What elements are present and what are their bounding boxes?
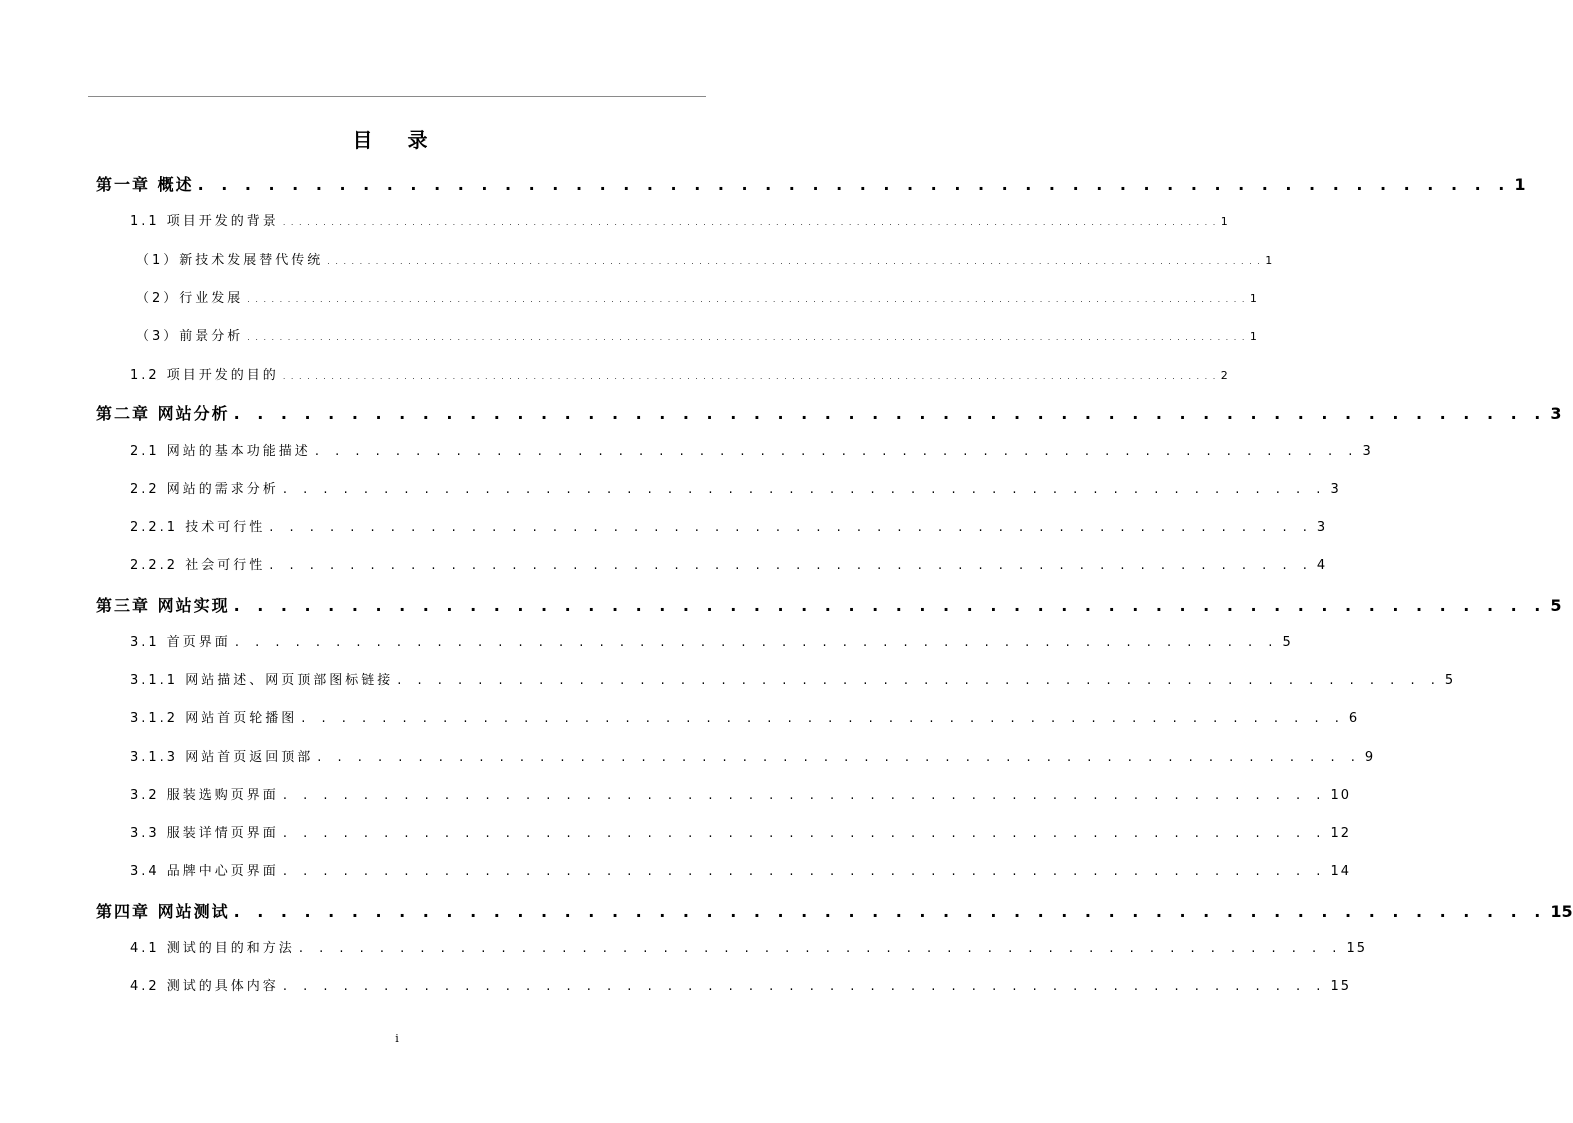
toc-entry-page: 1	[1220, 215, 1228, 228]
dot-leader: . . . . . . . . . . . . . . . . . . . . . . . . . . . . . . . . . . . . . . . . . . . . . . . . . . . .	[282, 826, 1327, 841]
toc-entry-label: 3.1.3 网站首页返回顶部	[130, 750, 314, 765]
toc-entry-label: 第二章 网站分析	[96, 404, 230, 423]
toc-entry-label: 3.4 品牌中心页界面	[130, 864, 279, 879]
toc-entry-label: 2.1 网站的基本功能描述	[130, 444, 311, 459]
toc-entry-label: 3.1.2 网站首页轮播图	[130, 711, 298, 726]
toc-entry-label: 第四章 网站测试	[96, 902, 230, 921]
dot-leader: . . . . . . . . . . . . . . . . . . . . . . . . . . . . . . . . . . . . . . . . . . . . . . . . . . . . . . . .	[233, 596, 1547, 615]
toc-entry-label: 3.1.1 网站描述、网页顶部图标链接	[130, 673, 394, 688]
toc-entry-page: 5	[1444, 673, 1456, 688]
toc-entry-label: 3.2 服装选购页界面	[130, 788, 279, 803]
toc-entry-page: 1	[1249, 292, 1257, 305]
dot-leader: . . . . . . . . . . . . . . . . . . . . . . . . . . . . . . . . . . . . . . . . . . . . . . . . . . . .	[269, 520, 1313, 535]
toc-item-1-1-3[interactable]	[136, 328, 1257, 347]
toc-entry-label: 2.2.1 技术可行性	[130, 520, 266, 535]
dot-leader: . . . . . . . . . . . . . . . . . . . . . . . . . . . . . . . . . . . . . . . . . . . . . . . . . . . .	[317, 750, 1361, 765]
toc-entry-page: 5	[1550, 596, 1562, 615]
toc-entry-label: （3）前景分析	[136, 329, 244, 344]
toc-entry-page: 9	[1364, 750, 1376, 765]
toc-entry-label: 1.2 项目开发的目的	[130, 368, 279, 383]
dot-leader: . . . . . . . . . . . . . . . . . . . . . . . . . . . . . . . . . . . . . . . . . . . . . . . . . . . .	[301, 711, 1345, 726]
dot-leader: . . . . . . . . . . . . . . . . . . . . . . . . . . . . . . . . . . . . . . . . . . . . . . . . . . . .	[234, 635, 1279, 650]
toc-section-2-2[interactable]	[130, 481, 1341, 499]
toc-title: 目 录	[352, 128, 442, 152]
toc-chapter-4[interactable]	[96, 901, 1573, 923]
dot-leader: . . . . . . . . . . . . . . . . . . . . . . . . . . . . . . . . . . . . . . . . . . . . . . . . . . . .	[282, 864, 1327, 879]
toc-entry-label: 3.1 首页界面	[130, 635, 231, 650]
page-number-footer: i	[395, 1032, 399, 1045]
header-rule	[88, 96, 706, 97]
toc-section-3-3[interactable]	[130, 825, 1351, 843]
dot-leader: . . . . . . . . . . . . . . . . . . . . . . . . . . . . . . . . . . . . . . . . . . . . . . . . . . . .	[298, 941, 1343, 956]
toc-entry-page: 12	[1330, 826, 1351, 841]
toc-entry-label: 第一章 概述	[96, 175, 194, 194]
toc-section-3-1-2[interactable]	[130, 710, 1360, 728]
toc-entry-page: 15	[1330, 979, 1351, 994]
toc-entry-page: 3	[1362, 444, 1373, 459]
toc-entry-label: （1）新技术发展替代传统	[136, 253, 324, 268]
toc-entry-page: 14	[1330, 864, 1351, 879]
dot-leader: . . . . . . . . . . . . . . . . . . . . . . . . . . . . . . . . . . . . . . . . . . . . . . . . . . . . . . . . . . . . . . . . . . . . . . . . . . . . . . . . . . . . . . . . . . . . . . . . . . . . . . . . . . . . . . . . . . . . . . . . . . . .	[247, 295, 1246, 304]
toc-item-1-1-2[interactable]	[136, 290, 1257, 309]
dot-leader: . . . . . . . . . . . . . . . . . . . . . . . . . . . . . . . . . . . . . . . . . . . . . . . . . . . .	[282, 788, 1327, 803]
toc-chapter-1[interactable]	[96, 174, 1526, 196]
toc-entry-page: 3	[1550, 404, 1562, 423]
toc-entry-label: 4.1 测试的目的和方法	[130, 941, 295, 956]
toc-section-3-4[interactable]	[130, 863, 1351, 881]
dot-leader: . . . . . . . . . . . . . . . . . . . . . . . . . . . . . . . . . . . . . . . . . . . . . . . . . . . .	[282, 482, 1327, 497]
toc-entry-label: 2.2 网站的需求分析	[130, 482, 279, 497]
dot-leader: . . . . . . . . . . . . . . . . . . . . . . . . . . . . . . . . . . . . . . . . . . . . . . . . . . . . . . . . . . . . . . . . . . . . . . . . . . . . . . . . . . . . . . . . . . . . . . . . . . . . . . . . . . . . . . . . . . . .	[282, 372, 1217, 381]
toc-entry-page: 6	[1348, 711, 1360, 726]
toc-section-2-2-2[interactable]	[130, 557, 1328, 575]
toc-entry-page: 1	[1265, 254, 1273, 267]
toc-entry-label: 2.2.2 社会可行性	[130, 558, 266, 573]
dot-leader: . . . . . . . . . . . . . . . . . . . . . . . . . . . . . . . . . . . . . . . . . . . . . . . . . . . .	[282, 979, 1327, 994]
toc-entry-page: 1	[1249, 330, 1257, 343]
toc-entry-page: 1	[1514, 175, 1526, 194]
toc-entry-label: 3.3 服装详情页界面	[130, 826, 279, 841]
toc-section-3-2[interactable]	[130, 787, 1351, 805]
dot-leader: . . . . . . . . . . . . . . . . . . . . . . . . . . . . . . . . . . . . . . . . . . . . . . . . . . . . . . . . . . . . . . . . . . . . . . . . . . . . . . . . . . . . . . . . . . . . . . . . . . . . . . . . . . . . . . . . . . . .	[327, 257, 1262, 266]
toc-entry-page: 4	[1316, 558, 1328, 573]
dot-leader: . . . . . . . . . . . . . . . . . . . . . . . . . . . . . . . . . . . . . . . . . . . . . . . . . . . .	[269, 558, 1313, 573]
toc-entry-label: （2）行业发展	[136, 291, 244, 306]
toc-item-1-1-1[interactable]	[136, 252, 1273, 271]
toc-entry-page: 10	[1330, 788, 1351, 803]
toc-entry-page: 3	[1316, 520, 1328, 535]
toc-entry-page: 5	[1282, 635, 1293, 650]
toc-entry-page: 15	[1550, 902, 1573, 921]
toc-section-2-2-1[interactable]	[130, 519, 1328, 537]
toc-entry-page: 15	[1346, 941, 1367, 956]
dot-leader: . . . . . . . . . . . . . . . . . . . . . . . . . . . . . . . . . . . . . . . . . . . . . . . . . . . .	[397, 673, 1441, 688]
dot-leader: . . . . . . . . . . . . . . . . . . . . . . . . . . . . . . . . . . . . . . . . . . . . . . . . . . . . . . . . . . . . . . . . . . . . . . . . . . . . . . . . . . . . . . . . . . . . . . . . . . . . . . . . . . . . . . . . . . . .	[282, 218, 1217, 227]
toc-entry-page: 2	[1220, 369, 1228, 382]
toc-section-3-1-1[interactable]	[130, 672, 1456, 690]
toc-section-2-1[interactable]	[130, 443, 1373, 461]
toc-entry-page: 3	[1330, 482, 1341, 497]
toc-chapter-3[interactable]	[96, 595, 1562, 617]
toc-entry-label: 第三章 网站实现	[96, 596, 230, 615]
toc-section-1-2[interactable]	[130, 367, 1228, 386]
toc-section-1-1[interactable]	[130, 213, 1228, 232]
toc-section-3-1[interactable]	[130, 634, 1293, 652]
dot-leader: . . . . . . . . . . . . . . . . . . . . . . . . . . . . . . . . . . . . . . . . . . . . . . . . . . . . . . . .	[233, 902, 1547, 921]
toc-section-4-2[interactable]	[130, 978, 1351, 996]
toc-chapter-2[interactable]	[96, 403, 1562, 425]
toc-section-3-1-3[interactable]	[130, 749, 1376, 767]
toc-entry-label: 1.1 项目开发的背景	[130, 214, 279, 229]
dot-leader: . . . . . . . . . . . . . . . . . . . . . . . . . . . . . . . . . . . . . . . . . . . . . . . . . . . . . . . . . . . . . . . . . . . . . . . . . . . . . . . . . . . . . . . . . . . . . . . . . . . . . . . . . . . . . . . . . . . . . . . . . . . .	[247, 333, 1246, 342]
toc-entry-label: 4.2 测试的具体内容	[130, 979, 279, 994]
dot-leader: . . . . . . . . . . . . . . . . . . . . . . . . . . . . . . . . . . . . . . . . . . . . . . . . . . . .	[314, 444, 1359, 459]
dot-leader: . . . . . . . . . . . . . . . . . . . . . . . . . . . . . . . . . . . . . . . . . . . . . . . . . . . . . . . .	[233, 404, 1547, 423]
toc-section-4-1[interactable]	[130, 940, 1367, 958]
dot-leader: . . . . . . . . . . . . . . . . . . . . . . . . . . . . . . . . . . . . . . . . . . . . . . . . . . . . . . . .	[197, 175, 1511, 194]
